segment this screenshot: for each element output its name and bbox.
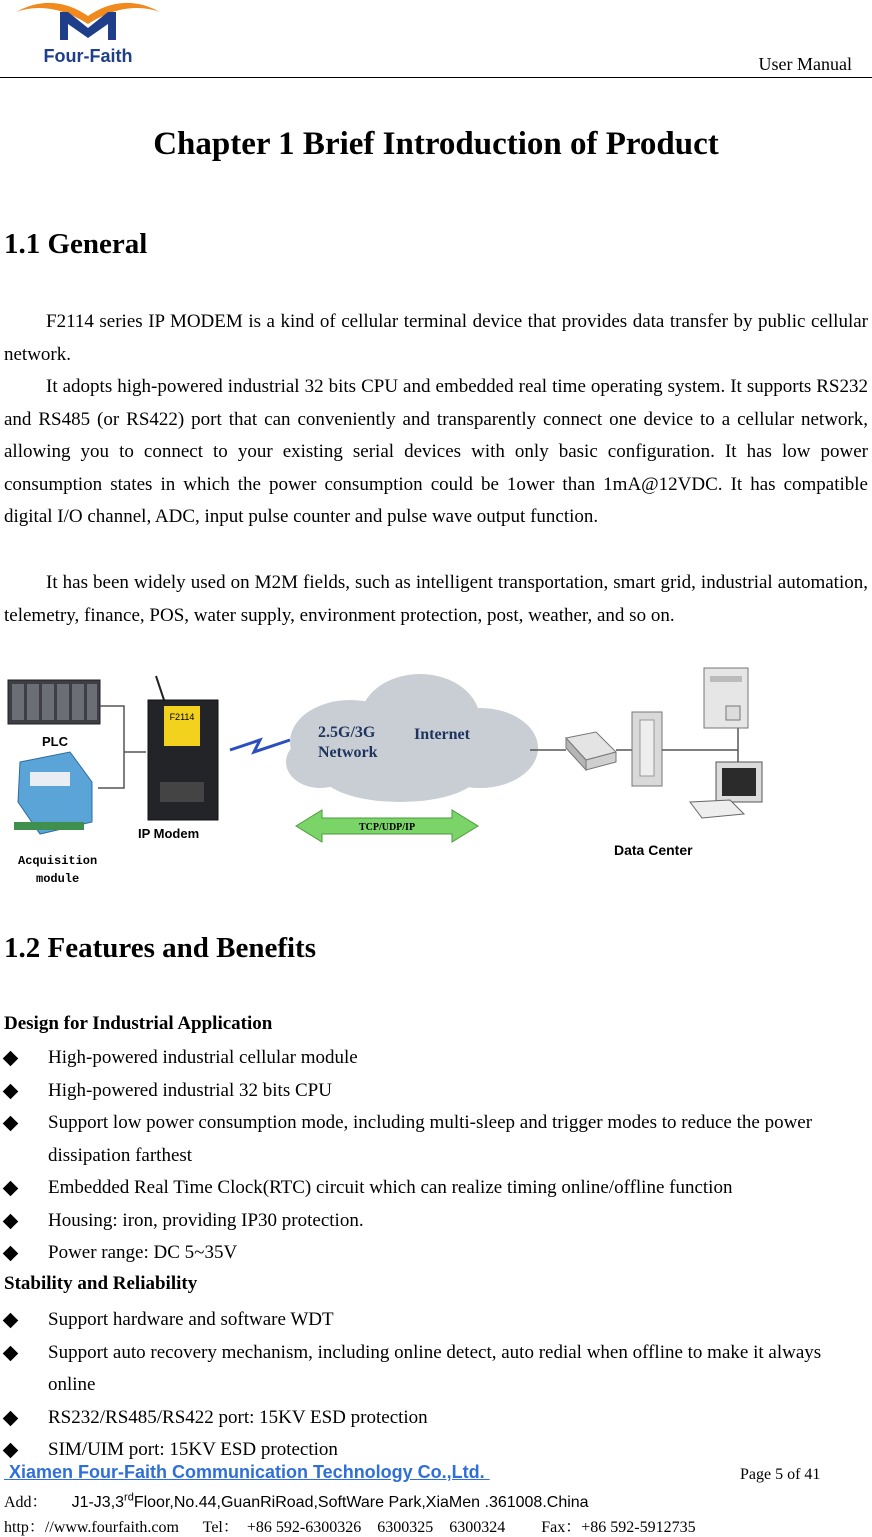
acquisition-module-icon [14, 752, 92, 834]
diamond-bullet-icon [3, 1443, 19, 1459]
plc-icon [8, 680, 100, 724]
network-label-line1: 2.5G/3G [318, 724, 376, 741]
acquisition-label-line2: module [36, 872, 80, 886]
group-title-design: Design for Industrial Application [4, 1013, 273, 1034]
list-item: Housing: iron, providing IP30 protection. [4, 1205, 868, 1238]
diamond-bullet-icon [3, 1083, 19, 1099]
list-item: Support auto recovery mechanism, including online detect, auto redial when offline to make it always online [4, 1337, 868, 1402]
design-feature-list [4, 1042, 868, 1270]
page-number: Page 5 of 41 [740, 1466, 821, 1483]
list-item: Support low power consumption mode, including multi-sleep and trigger modes to reduce the power dissipation farthest [4, 1107, 868, 1172]
footer-website[interactable]: http：//www.fourfaith.com [4, 1519, 179, 1536]
chapter-title: Chapter 1 Brief Introduction of Product [153, 126, 719, 162]
ip-modem-label: IP Modem [138, 826, 200, 841]
footer-address: Add： J1-J3,3rdFloor,No.44,GuanRiRoad,SoftWare Park,XiaMen .361008.China [4, 1491, 589, 1511]
section-heading-features: 1.2 Features and Benefits [4, 932, 317, 964]
acquisition-label-line1: Acquisition [18, 854, 98, 868]
data-center-label: Data Center [614, 842, 693, 858]
footer-tel: Tel： +86 592-6300326 6300325 6300324 [202, 1519, 506, 1536]
list-item: Support hardware and software WDT [4, 1304, 868, 1337]
workstation-icon [690, 762, 762, 818]
diamond-bullet-icon [3, 1051, 19, 1067]
network-label-line2: Network [318, 744, 378, 761]
group-title-stability: Stability and Reliability [4, 1273, 198, 1294]
paragraph: F2114 series IP MODEM is a kind of cellular terminal device that provides data transfer by public cellular network. [4, 311, 868, 365]
network-topology-diagram [0, 662, 872, 892]
wireless-link-icon [230, 740, 290, 752]
list-item: RS232/RS485/RS422 port: 15KV ESD protection [4, 1402, 868, 1435]
diamond-bullet-icon [3, 1345, 19, 1361]
footer-fax: Fax：+86 592-5912735 [541, 1519, 696, 1536]
diamond-bullet-icon [3, 1213, 19, 1229]
list-item: High-powered industrial cellular module [4, 1042, 868, 1075]
list-item: SIM/UIM port: 15KV ESD protection [4, 1434, 868, 1467]
plc-label: PLC [42, 734, 68, 749]
diamond-bullet-icon [3, 1116, 19, 1132]
stability-feature-list [4, 1304, 868, 1467]
logo-text: Four-Faith [43, 46, 133, 66]
four-faith-logo [8, 0, 168, 70]
paragraph: It adopts high-powered industrial 32 bits CPU and embedded real time operating system. It supports RS232 and RS485 (or RS422) port that can conveniently and transparently connect one device to a cellular network, allowing you to connect to your existing serial devices with only basic configuration. It has low power consumption states in which the power consumption could be 1ower than 1mA@12VDC. It has compatible digital I/O channel, ADC, input pulse counter and pulse wave output function. [4, 376, 868, 528]
paragraph: It has been widely used on M2M fields, such as intelligent transportation, smart grid, industrial automation, telemetry, finance, POS, water supply, environment protection, post, weather, and so on. [4, 572, 868, 626]
router-icon [566, 732, 616, 770]
diamond-bullet-icon [3, 1181, 19, 1197]
list-item: Embedded Real Time Clock(RTC) circuit which can realize timing online/offline function [4, 1172, 868, 1205]
header-rule [0, 77, 872, 78]
list-item: High-powered industrial 32 bits CPU [4, 1075, 868, 1108]
diamond-bullet-icon [3, 1313, 19, 1329]
footer-company-link[interactable]: Xiamen Four-Faith Communication Technology Co.,Ltd. [4, 1462, 490, 1482]
diamond-bullet-icon [3, 1410, 19, 1426]
ip-modem-icon [148, 676, 218, 820]
protocol-label: TCP/UDP/IP [358, 822, 416, 833]
section-heading-general: 1.1 General [4, 228, 148, 260]
modem-face-label: F2114 [169, 712, 195, 722]
diamond-bullet-icon [3, 1246, 19, 1262]
pc-tower-icon [704, 668, 748, 728]
server-icon [632, 712, 662, 786]
list-item: Power range: DC 5~35V [4, 1237, 868, 1270]
internet-label: Internet [414, 726, 470, 743]
header-title: User Manual [758, 54, 852, 74]
